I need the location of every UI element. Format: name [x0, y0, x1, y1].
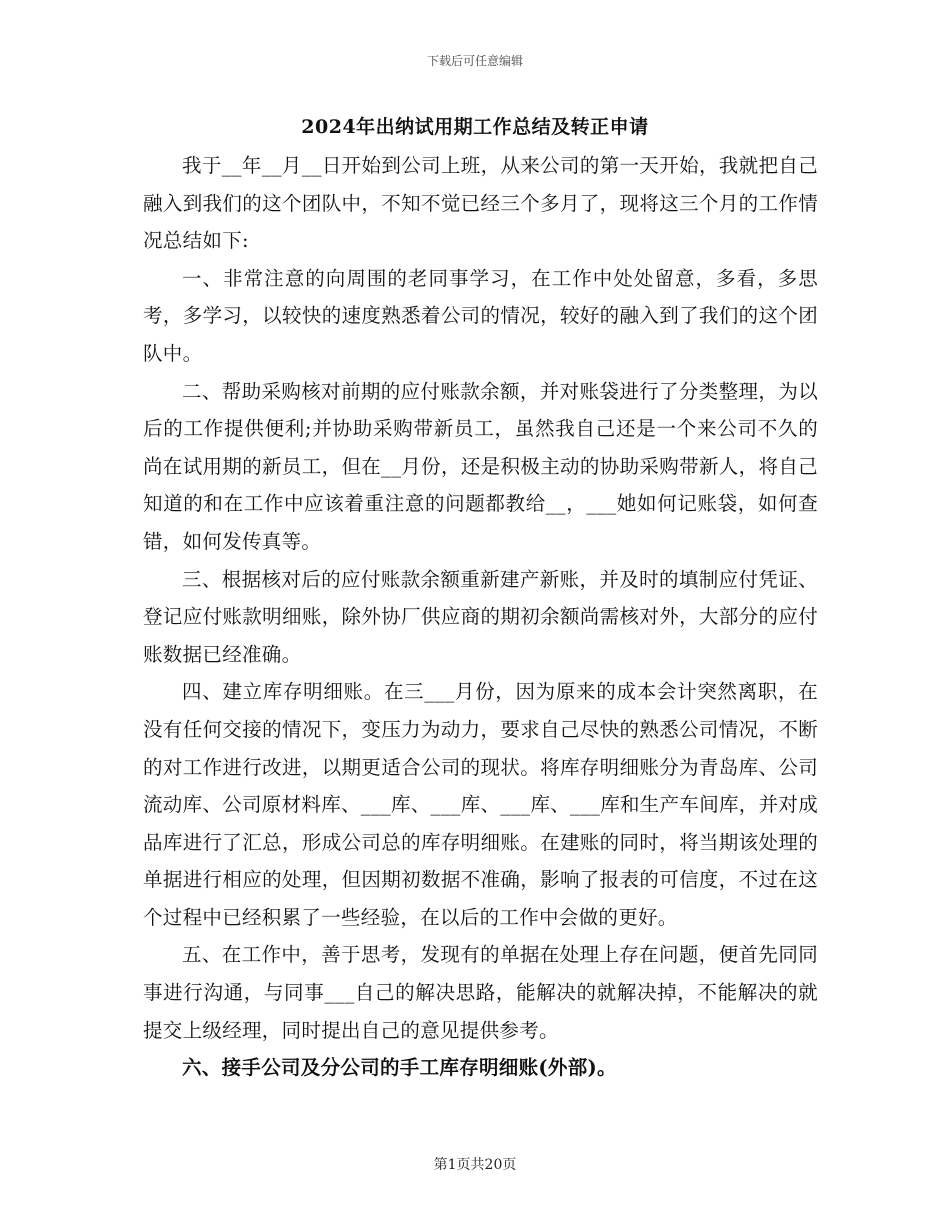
paragraph-item-5: 五、在工作中，善于思考，发现有的单据在处理上存在问题，便首先同同事进行沟通，与同事___自己的解决思路，能解决的就解决掉，不能解决的就提交上级经理，同时提出自己的意见提供参考。: [143, 943, 818, 1042]
paragraph-intro: 我于__年__月__日开始到公司上班，从来公司的第一天开始，我就把自己融入到我们的这个团队中，不知不觉已经三个多月了，现将这三个月的工作情况总结如下:: [143, 154, 818, 253]
paragraph-item-6-heading: 六、接手公司及分公司的手工库存明细账(外部)。: [182, 1056, 617, 1080]
page-number: 第1页共20页: [433, 1157, 517, 1173]
document-title: 2024年出纳试用期工作总结及转正申请: [301, 116, 649, 138]
document-body: [143, 147, 818, 1087]
paragraph-item-2: 二、帮助采购核对前期的应付账款余额，并对账袋进行了分类整理，为以后的工作提供便利;并协助采购带新员工，虽然我自己还是一个来公司不久的尚在试用期的新员工，但在__月份，还是积极主动的协助采购带新人，将自己知道的和在工作中应该着重注意的问题都教给__，___她如何记账袋，如何查错，如何发传真等。: [143, 379, 818, 553]
paragraph-item-3: 三、根据核对后的应付账款余额重新建产新账，并及时的填制应付凭证、登记应付账款明细账，除外协厂供应商的期初余额尚需核对外，大部分的应付账数据已经准确。: [143, 567, 818, 666]
paragraph-item-4: 四、建立库存明细账。在三___月份，因为原来的成本会计突然离职，在没有任何交接的情况下，变压力为动力，要求自己尽快的熟悉公司情况，不断的对工作进行改进，以期更适合公司的现状。将库存明细账分为青岛库、公司流动库、公司原材料库、___库、___库、___库、___库和生产车间库，并对成品库进行了汇总，形成公司总的库存明细账。在建账的同时，将当期该处理的单据进行相应的处理，但因期初数据不准确，影响了报表的可信度，不过在这个过程中已经积累了一些经验，在以后的工作中会做的更好。: [143, 680, 818, 929]
paragraph-item-1: 一、非常注意的向周围的老同事学习，在工作中处处留意，多看，多思考，多学习，以较快的速度熟悉着公司的情况，较好的融入到了我们的这个团队中。: [143, 266, 818, 365]
page-header: 下载后可任意编辑: [426, 54, 523, 68]
